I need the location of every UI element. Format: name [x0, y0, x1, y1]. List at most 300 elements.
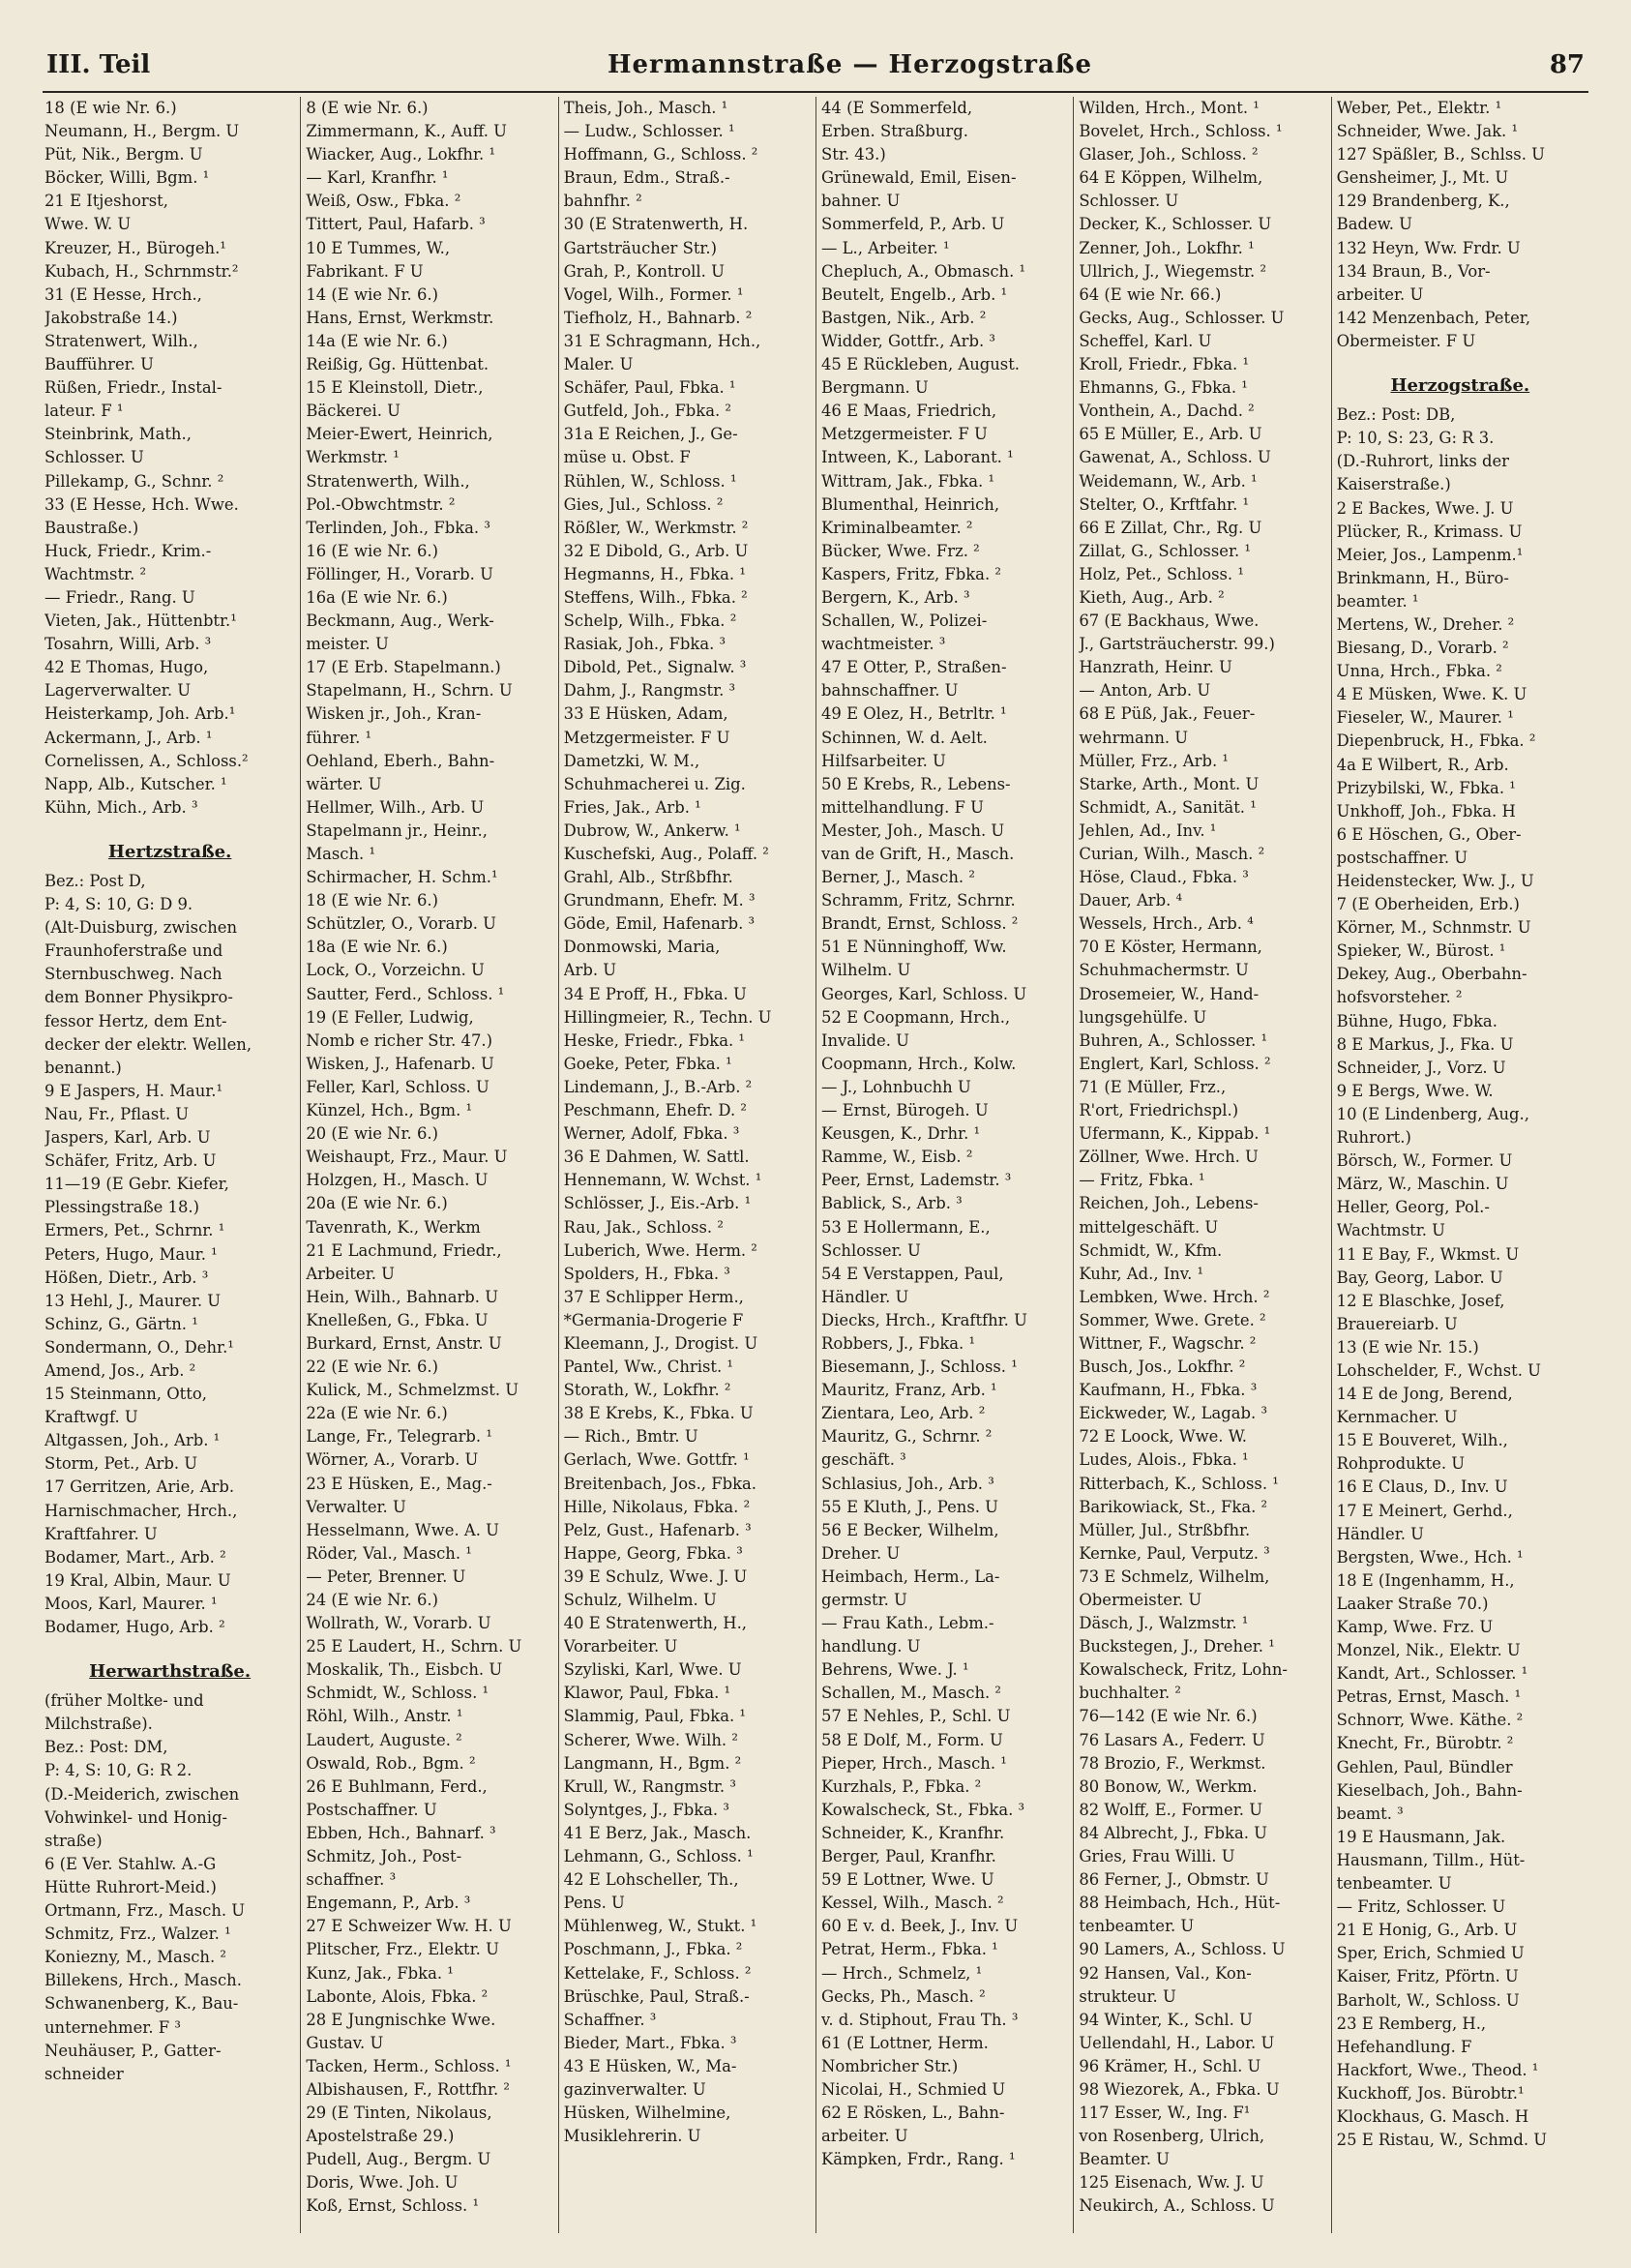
resident-entry: 42 E Lohscheller, Th.,: [563, 1870, 739, 1890]
resident-entry: Heske, Friedr., Fbka. ¹: [563, 1030, 745, 1050]
resident-entry: 60 E v. d. Beek, J., Inv. U: [821, 1917, 1019, 1936]
resident-entry: Pudell, Aug., Bergm. U: [306, 2150, 491, 2169]
resident-entry: Ramme, W., Eisb. ²: [821, 1148, 973, 1167]
resident-entry: Berger, Paul, Kranfhr.: [821, 1847, 996, 1866]
resident-entry: Wachtmstr. ²: [44, 564, 147, 583]
resident-entry: Behrens, Wwe. J. ¹: [821, 1660, 969, 1680]
resident-entry: Bergsten, Wwe., Hch. ¹: [1336, 1547, 1524, 1567]
resident-entry: Starke, Arth., Mont. U: [1079, 774, 1260, 793]
resident-entry: Pillekamp, G., Schnr. ²: [44, 471, 224, 491]
resident-entry: 30 (E Stratenwerth, H.: [563, 215, 749, 234]
resident-entry: Werkmstr. ¹: [306, 448, 400, 467]
street-heading: Herzogstraße.: [1390, 375, 1530, 397]
resident-entry: Intween, K., Laborant. ¹: [821, 448, 1014, 467]
resident-entry: Püt, Nik., Bergm. U: [44, 145, 203, 164]
resident-entry: 50 E Krebs, R., Lebens-: [821, 774, 1011, 793]
resident-entry: Kämpken, Frdr., Rang. ¹: [821, 2150, 1016, 2169]
resident-entry: 20a (E wie Nr. 6.): [306, 1194, 448, 1213]
street-info: P: 4, S: 10, G: D 9.: [44, 895, 193, 914]
resident-entry: Labonte, Alois, Fbka. ²: [306, 1986, 489, 2006]
resident-entry: Bay, Georg, Labor. U: [1336, 1268, 1503, 1287]
resident-entry: Rößler, W., Werkmstr. ²: [563, 518, 749, 537]
resident-entry: Cornelissen, A., Schloss.²: [44, 751, 249, 770]
resident-entry: Terlinden, Joh., Fbka. ³: [306, 518, 490, 537]
resident-entry: Wessels, Hrch., Arb. ⁴: [1079, 914, 1254, 934]
resident-entry: Gecks, Ph., Masch. ²: [821, 1986, 986, 2006]
street-info: Fraunhoferstraße und: [44, 941, 223, 961]
resident-entry: postschaffner. U: [1336, 848, 1468, 867]
resident-entry: Slammig, Paul, Fbka. ¹: [563, 1707, 746, 1726]
street-info: straße): [44, 1831, 103, 1850]
resident-entry: 38 E Krebs, K., Fbka. U: [563, 1404, 754, 1423]
resident-entry: Weber, Pet., Elektr. ¹: [1336, 99, 1502, 117]
resident-entry: Wiacker, Aug., Lokfhr. ¹: [306, 145, 496, 164]
resident-entry: 22 (E wie Nr. 6.): [306, 1358, 438, 1377]
resident-entry: J., Gartsträucherstr. 99.): [1079, 635, 1275, 654]
resident-entry: Bablick, S., Arb. ³: [821, 1194, 963, 1213]
resident-entry: Masch. ¹: [306, 845, 376, 863]
resident-entry: Georges, Karl, Schloss. U: [821, 984, 1027, 1003]
resident-entry: Grahl, Alb., Strßbfhr.: [563, 868, 733, 887]
resident-entry: Kernke, Paul, Verputz. ³: [1079, 1543, 1270, 1563]
resident-entry: Wisken, J., Hafenarb. U: [306, 1054, 494, 1073]
resident-entry: Bücker, Wwe. Frz. ²: [821, 541, 980, 560]
resident-entry: 23 E Hüsken, E., Mag.-: [306, 1474, 492, 1493]
resident-entry: Scheffel, Karl. U: [1079, 331, 1212, 350]
resident-entry: 43 E Hüsken, W., Ma-: [563, 2056, 737, 2075]
columns: [43, 97, 1588, 2233]
resident-entry: beamter. ¹: [1336, 591, 1419, 611]
resident-entry: Rohprodukte. U: [1336, 1454, 1466, 1474]
resident-entry: 6 (E Ver. Stahlw. A.-G: [44, 1854, 217, 1873]
resident-entry: Verwalter. U: [306, 1497, 406, 1516]
resident-entry: Laaker Straße 70.): [1336, 1594, 1489, 1613]
resident-entry: Heller, Georg, Pol.-: [1336, 1198, 1490, 1217]
resident-entry: Weiß, Osw., Fbka. ²: [306, 192, 461, 211]
resident-entry: Kaufmann, H., Fbka. ³: [1079, 1381, 1258, 1400]
resident-entry: Plitscher, Frz., Elektr. U: [306, 1940, 499, 1959]
resident-entry: Sommer, Wwe. Grete. ²: [1079, 1310, 1266, 1329]
resident-entry: 21 E Lachmund, Friedr.,: [306, 1240, 502, 1260]
resident-entry: Buhren, A., Schlosser. ¹: [1079, 1030, 1268, 1050]
resident-entry: Kriminalbeamter. ²: [821, 518, 973, 537]
resident-entry: Pelz, Gust., Hafenarb. ³: [563, 1520, 752, 1539]
resident-entry: Engemann, P., Arb. ³: [306, 1894, 471, 1913]
resident-entry: Grünewald, Emil, Eisen-: [821, 168, 1017, 188]
resident-entry: Schuhmachermstr. U: [1079, 961, 1249, 980]
resident-entry: Dahm, J., Rangmstr. ³: [563, 681, 736, 701]
resident-entry: Brandt, Ernst, Schloss. ²: [821, 914, 1019, 934]
resident-entry: Musiklehrerin. U: [563, 2127, 701, 2146]
resident-entry: 90 Lamers, A., Schloss. U: [1079, 1940, 1286, 1959]
resident-entry: Rasiak, Joh., Fbka. ³: [563, 635, 727, 654]
resident-entry: Postschaffner. U: [306, 1800, 437, 1819]
street-info: Vohwinkel- und Honig-: [44, 1807, 228, 1827]
resident-entry: Moskalik, Th., Eisbch. U: [306, 1660, 503, 1680]
resident-entry: Pantel, Ww., Christ. ¹: [563, 1358, 733, 1377]
resident-entry: Schlosser. U: [44, 448, 144, 467]
resident-entry: buchhalter. ²: [1079, 1684, 1181, 1703]
resident-entry: Bodamer, Hugo, Arb. ²: [44, 1618, 225, 1636]
resident-entry: 13 (E wie Nr. 15.): [1336, 1337, 1479, 1357]
resident-entry: 31a E Reichen, J., Ge-: [563, 425, 738, 444]
resident-entry: 11—19 (E Gebr. Kiefer,: [44, 1175, 229, 1194]
resident-entry: 27 E Schweizer Ww. H. U: [306, 1917, 512, 1936]
resident-entry: Metzgermeister. F U: [821, 425, 988, 444]
resident-entry: Stapelmann jr., Heinr.,: [306, 821, 488, 840]
street-info: (D.-Meiderich, zwischen: [44, 1784, 240, 1804]
resident-entry: Mauritz, Franz, Arb. ¹: [821, 1381, 997, 1400]
resident-entry: Biesemann, J., Schloss. ¹: [821, 1358, 1018, 1377]
resident-entry: Weishaupt, Frz., Maur. U: [306, 1148, 508, 1167]
resident-entry: — Friedr., Rang. U: [44, 587, 195, 607]
resident-entry: Wittner, F., Wagschr. ²: [1079, 1333, 1257, 1353]
resident-entry: Zientara, Leo, Arb. ²: [821, 1404, 986, 1423]
resident-entry: Kreuzer, H., Bürogeh.¹: [44, 238, 226, 257]
resident-entry: Hüsken, Wilhelmine,: [563, 2104, 731, 2123]
resident-entry: 31 (E Hesse, Hrch.,: [44, 284, 202, 304]
resident-entry: Schirmacher, H. Schm.¹: [306, 868, 498, 887]
resident-entry: Ebben, Hch., Bahnarf. ³: [306, 1823, 496, 1842]
resident-entry: Meier, Jos., Lampenm.¹: [1336, 545, 1524, 564]
resident-entry: Wilden, Hrch., Mont. ¹: [1079, 99, 1260, 117]
resident-entry: Nombricher Str.): [821, 2056, 959, 2075]
resident-entry: 22a (E wie Nr. 6.): [306, 1404, 448, 1423]
resident-entry: Oehland, Eberh., Bahn-: [306, 751, 495, 770]
resident-entry: Heimbach, Herm., La-: [821, 1567, 1000, 1586]
resident-entry: 56 E Becker, Wilhelm,: [821, 1520, 999, 1539]
resident-entry: Mühlenweg, W., Stukt. ¹: [563, 1917, 757, 1936]
resident-entry: 142 Menzenbach, Peter,: [1336, 308, 1531, 327]
street-info: fessor Hertz, dem Ent-: [44, 1011, 227, 1030]
resident-entry: Hillingmeier, R., Techn. U: [563, 1007, 772, 1027]
resident-entry: Steinbrink, Math.,: [44, 425, 192, 444]
resident-entry: 57 E Nehles, P., Schl. U: [821, 1707, 1011, 1726]
resident-entry: Körner, M., Schnmstr. U: [1336, 918, 1531, 938]
resident-entry: Mester, Joh., Masch. U: [821, 821, 1005, 840]
resident-entry: Rühlen, W., Schloss. ¹: [563, 471, 737, 491]
resident-entry: Kessel, Wilh., Masch. ²: [821, 1894, 1004, 1913]
resident-entry: Schmitz, Joh., Post-: [306, 1847, 462, 1866]
resident-entry: Gutfeld, Joh., Fbka. ²: [563, 402, 731, 421]
resident-entry: — Karl, Kranfhr. ¹: [306, 168, 449, 188]
resident-entry: 88 Heimbach, Hch., Hüt-: [1079, 1894, 1281, 1913]
resident-entry: Koß, Ernst, Schloss. ¹: [306, 2196, 480, 2216]
column-4: [816, 97, 1073, 2233]
resident-entry: 10 (E Lindenberg, Aug.,: [1336, 1104, 1529, 1123]
resident-entry: Bodamer, Mart., Arb. ²: [44, 1547, 226, 1567]
resident-entry: Hein, Wilh., Bahnarb. U: [306, 1287, 499, 1306]
resident-entry: Hellmer, Wilh., Arb. U: [306, 797, 485, 817]
street-info: (D.-Ruhrort, links der: [1336, 452, 1509, 471]
resident-entry: 42 E Thomas, Hugo,: [44, 658, 209, 677]
resident-entry: Str. 43.): [821, 145, 886, 164]
resident-entry: Donmowski, Maria,: [563, 938, 721, 957]
resident-entry: 18 E (Ingenhamm, H.,: [1336, 1570, 1515, 1590]
resident-entry: 80 Bonow, W., Werkm.: [1079, 1776, 1258, 1796]
resident-entry: — Peter, Brenner. U: [306, 1567, 466, 1586]
resident-entry: R'ort, Friedrichspl.): [1079, 1101, 1239, 1120]
resident-entry: Zöllner, Wwe. Hrch. U: [1079, 1148, 1259, 1167]
resident-entry: Obermeister. F U: [1336, 331, 1476, 350]
resident-entry: Curian, Wilh., Masch. ²: [1079, 845, 1265, 863]
resident-entry: Schuhmacherei u. Zig.: [563, 774, 746, 793]
resident-entry: Erben. Straßburg.: [821, 122, 968, 141]
resident-entry: Bieder, Mart., Fbka. ³: [563, 2033, 737, 2052]
resident-entry: 10 E Tummes, W.,: [306, 238, 451, 257]
resident-entry: Doris, Wwe. Joh. U: [306, 2173, 459, 2193]
resident-entry: Burkard, Ernst, Anstr. U: [306, 1333, 502, 1353]
resident-entry: Fries, Jak., Arb. ¹: [563, 797, 701, 817]
resident-entry: Beamter. U: [1079, 2150, 1170, 2169]
resident-entry: 134 Braun, B., Vor-: [1336, 261, 1491, 281]
resident-entry: Dauer, Arb. ⁴: [1079, 891, 1183, 910]
resident-entry: 92 Hansen, Val., Kon-: [1079, 1963, 1252, 1983]
resident-entry: Höse, Claud., Fbka. ³: [1079, 868, 1249, 887]
resident-entry: wärter. U: [306, 774, 382, 793]
resident-entry: 14a (E wie Nr. 6.): [306, 331, 448, 350]
resident-entry: Kuschefski, Aug., Polaff. ²: [563, 845, 769, 863]
resident-entry: Grah, P., Kontroll. U: [563, 261, 725, 281]
resident-entry: Brauereiarb. U: [1336, 1314, 1458, 1333]
resident-entry: 33 (E Hesse, Hch. Wwe.: [44, 494, 239, 514]
resident-entry: Kubach, H., Schrnmstr.²: [44, 261, 239, 281]
resident-entry: 76—142 (E wie Nr. 6.): [1079, 1707, 1258, 1726]
resident-entry: Reichen, Joh., Lebens-: [1079, 1194, 1259, 1213]
page-number: 87: [1549, 50, 1585, 79]
resident-entry: Englert, Karl, Schloss. ²: [1079, 1054, 1271, 1073]
resident-entry: Tavenrath, K., Werkm: [306, 1217, 481, 1237]
resident-entry: Kaiser, Fritz, Pförtn. U: [1336, 1967, 1519, 1986]
resident-entry: Storath, W., Lokfhr. ²: [563, 1381, 731, 1400]
resident-entry: 16 (E wie Nr. 6.): [306, 541, 438, 560]
resident-entry: Hößen, Dietr., Arb. ³: [44, 1268, 209, 1287]
resident-entry: Monzel, Nik., Elektr. U: [1336, 1641, 1521, 1660]
resident-entry: Gartsträucher Str.): [563, 238, 718, 257]
resident-entry: Petrat, Herm., Fbka. ¹: [821, 1940, 998, 1959]
resident-entry: Steffens, Wilh., Fbka. ²: [563, 587, 748, 607]
resident-entry: Goeke, Peter, Fbka. ¹: [563, 1054, 732, 1073]
resident-entry: Bäckerei. U: [306, 402, 400, 421]
resident-entry: 21 E Honig, G., Arb. U: [1336, 1921, 1518, 1940]
column-6: [1331, 97, 1588, 2233]
resident-entry: Albishausen, F., Rottfhr. ²: [306, 2079, 511, 2099]
resident-entry: 4 E Müsken, Wwe. K. U: [1336, 685, 1527, 704]
resident-entry: 16 E Claus, D., Inv. U: [1336, 1477, 1508, 1497]
resident-entry: 8 E Markus, J., Fka. U: [1336, 1034, 1514, 1054]
street-heading: Hertzstraße.: [107, 841, 232, 862]
resident-entry: 15 Steinmann, Otto,: [44, 1385, 207, 1404]
resident-entry: 94 Winter, K., Schl. U: [1079, 2010, 1253, 2029]
resident-entry: Poschmann, J., Fbka. ²: [563, 1940, 743, 1959]
resident-entry: Zimmermann, K., Auff. U: [306, 122, 507, 141]
resident-entry: Kroll, Friedr., Fbka. ¹: [1079, 355, 1250, 374]
resident-entry: Kaspers, Fritz, Fbka. ²: [821, 564, 1001, 583]
resident-entry: Obermeister. U: [1079, 1591, 1202, 1609]
resident-entry: 25 E Ristau, W., Schmd. U: [1336, 2131, 1548, 2150]
resident-entry: wehrmann. U: [1079, 728, 1189, 747]
resident-entry: Knecht, Fr., Bürobtr. ²: [1336, 1734, 1514, 1753]
resident-entry: unternehmer. F ³: [44, 2017, 181, 2037]
resident-entry: 71 (E Müller, Frz.,: [1079, 1077, 1227, 1096]
resident-entry: Sper, Erich, Schmied U: [1336, 1944, 1525, 1963]
column-2: [300, 97, 557, 2233]
resident-entry: bahner. U: [821, 192, 901, 211]
resident-entry: Händler. U: [821, 1287, 909, 1306]
section-label: III. Teil: [46, 50, 151, 79]
resident-entry: Luberich, Wwe. Herm. ²: [563, 1240, 757, 1260]
resident-entry: Hausmann, Tillm., Hüt-: [1336, 1850, 1526, 1869]
resident-entry: Röder, Val., Masch. ¹: [306, 1543, 472, 1563]
resident-entry: 16a (E wie Nr. 6.): [306, 587, 448, 607]
resident-entry: Tiefholz, H., Bahnarb. ²: [563, 308, 753, 327]
resident-entry: 66 E Zillat, Chr., Rg. U: [1079, 518, 1262, 537]
resident-entry: Schneider, J., Vorz. U: [1336, 1058, 1506, 1077]
resident-entry: Hackfort, Wwe., Theod. ¹: [1336, 2060, 1539, 2079]
resident-entry: Röhl, Wilh., Anstr. ¹: [306, 1707, 463, 1726]
resident-entry: Szyliski, Karl, Wwe. U: [563, 1660, 742, 1680]
resident-entry: Zillat, G., Schlosser. ¹: [1079, 541, 1251, 560]
resident-entry: Reißig, Gg. Hüttenbat.: [306, 355, 489, 374]
resident-entry: Schlösser, J., Eis.-Arb. ¹: [563, 1194, 752, 1213]
resident-entry: Stratenwert, Wilh.,: [44, 331, 198, 350]
resident-entry: 72 E Loock, Wwe. W.: [1079, 1427, 1247, 1447]
resident-entry: 6 E Höschen, G., Ober-: [1336, 824, 1522, 844]
resident-entry: Gies, Jul., Schloss. ²: [563, 494, 724, 514]
street-heading: Herwarthstraße.: [89, 1661, 252, 1683]
resident-entry: 64 E Köppen, Wilhelm,: [1079, 168, 1263, 188]
resident-entry: Fieseler, W., Maurer. ¹: [1336, 708, 1514, 728]
resident-entry: 14 (E wie Nr. 6.): [306, 284, 438, 304]
resident-entry: Kernmacher. U: [1336, 1408, 1458, 1427]
resident-entry: Tacken, Herm., Schloss. ¹: [306, 2056, 512, 2075]
resident-entry: Pens. U: [563, 1894, 625, 1913]
resident-entry: Diecks, Hrch., Kraftfhr. U: [821, 1310, 1027, 1329]
resident-entry: Neukirch, A., Schloss. U: [1079, 2196, 1275, 2216]
resident-entry: Napp, Alb., Kutscher. ¹: [44, 774, 227, 793]
resident-entry: arbeiter. U: [821, 2127, 908, 2146]
resident-entry: Arb. U: [563, 961, 617, 980]
resident-entry: Fabrikant. F U: [306, 261, 424, 281]
resident-entry: Kieselbach, Joh., Bahn-: [1336, 1780, 1523, 1800]
resident-entry: Lagerverwalter. U: [44, 681, 192, 701]
resident-entry: Kulick, M., Schmelzmst. U: [306, 1381, 519, 1400]
resident-entry: Sautter, Ferd., Schloss. ¹: [306, 984, 505, 1003]
resident-entry: Schinz, G., Gärtn. ¹: [44, 1314, 198, 1333]
resident-entry: führer. ¹: [306, 728, 372, 747]
resident-entry: Nomb e richer Str. 47.): [306, 1030, 492, 1050]
resident-entry: Lock, O., Vorzeichn. U: [306, 961, 485, 980]
street-info: Kaiserstraße.): [1336, 475, 1451, 494]
resident-entry: 15 E Kleinstoll, Dietr.,: [306, 378, 484, 398]
resident-entry: 19 Kral, Albin, Maur. U: [44, 1570, 231, 1590]
resident-entry: Metzgermeister. F U: [563, 728, 730, 747]
resident-entry: tenbeamter. U: [1079, 1917, 1195, 1936]
resident-entry: 37 E Schlipper Herm.,: [563, 1287, 744, 1306]
resident-entry: 33 E Hüsken, Adam,: [563, 704, 728, 724]
resident-entry: 132 Heyn, Ww. Frdr. U: [1336, 238, 1521, 257]
resident-entry: germstr. U: [821, 1591, 907, 1609]
resident-entry: 17 (E Erb. Stapelmann.): [306, 658, 501, 677]
street-info: Bez.: Post: DB,: [1336, 405, 1456, 425]
resident-entry: Vogel, Wilh., Former. ¹: [563, 284, 744, 304]
resident-entry: Sondermann, O., Dehr.¹: [44, 1337, 234, 1357]
resident-entry: Schelp, Wilh., Fbka. ²: [563, 612, 737, 631]
resident-entry: 9 E Bergs, Wwe. W.: [1336, 1081, 1494, 1100]
resident-entry: Chepluch, A., Obmasch. ¹: [821, 261, 1026, 281]
resident-entry: Langmann, H., Bgm. ²: [563, 1753, 742, 1773]
resident-entry: Decker, K., Schlosser. U: [1079, 215, 1272, 234]
resident-entry: Händler. U: [1336, 1524, 1424, 1543]
resident-entry: Petras, Ernst, Masch. ¹: [1336, 1687, 1522, 1707]
resident-entry: Ackermann, J., Arb. ¹: [44, 728, 213, 747]
resident-entry: 127 Späßler, B., Schlss. U: [1336, 145, 1545, 164]
resident-entry: Bergmann. U: [821, 378, 929, 398]
resident-entry: Laudert, Auguste. ²: [306, 1730, 462, 1749]
resident-entry: Schlosser. U: [1079, 192, 1179, 211]
resident-entry: Kamp, Wwe. Frz. U: [1336, 1618, 1494, 1636]
resident-entry: Drosemeier, W., Hand-: [1079, 984, 1260, 1003]
resident-entry: — Rich., Bmtr. U: [563, 1427, 698, 1447]
resident-entry: Moos, Karl, Maurer. ¹: [44, 1594, 218, 1613]
resident-entry: 62 E Rösken, L., Bahn-: [821, 2104, 1005, 2123]
resident-entry: Buckstegen, J., Dreher. ¹: [1079, 1637, 1275, 1656]
resident-entry: Hegmanns, H., Fbka. ¹: [563, 564, 746, 583]
resident-entry: Prizybilski, W., Fbka. ¹: [1336, 778, 1516, 797]
resident-entry: 39 E Schulz, Wwe. J. U: [563, 1567, 748, 1586]
resident-entry: Neuhäuser, P., Gatter-: [44, 2041, 222, 2060]
resident-entry: 86 Ferner, J., Obmstr. U: [1079, 1870, 1269, 1890]
header-rule: [43, 91, 1588, 93]
resident-entry: Hille, Nikolaus, Fbka. ²: [563, 1497, 751, 1516]
resident-entry: 98 Wiezorek, A., Fbka. U: [1079, 2079, 1280, 2099]
resident-entry: Kowalscheck, Fritz, Lohn-: [1079, 1660, 1288, 1680]
resident-entry: Göde, Emil, Hafenarb. ³: [563, 914, 756, 934]
resident-entry: Gries, Frau Willi. U: [1079, 1847, 1235, 1866]
resident-entry: *Germania-Drogerie F: [563, 1310, 744, 1329]
resident-entry: Jehlen, Ad., Inv. ¹: [1079, 821, 1217, 840]
resident-entry: Kunz, Jak., Fbka. ¹: [306, 1963, 454, 1983]
resident-entry: 44 (E Sommerfeld,: [821, 99, 973, 117]
resident-entry: Baufführer. U: [44, 355, 154, 374]
resident-entry: Kuckhoff, Jos. Bürobtr.¹: [1336, 2083, 1525, 2103]
resident-entry: Schmitz, Frz., Walzer. ¹: [44, 1925, 231, 1944]
resident-entry: Bovelet, Hrch., Schloss. ¹: [1079, 122, 1283, 141]
resident-entry: gazinverwalter. U: [563, 2079, 706, 2099]
resident-entry: Ritterbach, K., Schloss. ¹: [1079, 1474, 1279, 1493]
resident-entry: tenbeamter. U: [1336, 1874, 1452, 1894]
resident-entry: 49 E Olez, H., Betrltr. ¹: [821, 704, 1007, 724]
resident-entry: 20 (E wie Nr. 6.): [306, 1124, 438, 1144]
resident-entry: 52 E Coopmann, Hrch.,: [821, 1007, 1011, 1027]
resident-entry: 7 (E Oberheiden, Erb.): [1336, 895, 1520, 914]
resident-entry: — Fritz, Schlosser. U: [1336, 1897, 1506, 1917]
resident-entry: Künzel, Hch., Bgm. ¹: [306, 1101, 473, 1120]
resident-entry: 54 E Verstappen, Paul,: [821, 1264, 1004, 1283]
resident-entry: Dibold, Pet., Signalw. ³: [563, 658, 747, 677]
resident-entry: Dametzki, W. M.,: [563, 751, 700, 770]
street-info: benannt.): [44, 1058, 122, 1077]
resident-entry: Peschmann, Ehefr. D. ²: [563, 1101, 747, 1120]
street-info: Bez.: Post D,: [44, 872, 146, 890]
resident-entry: Kettelake, F., Schloss. ²: [563, 1963, 752, 1983]
resident-entry: meister. U: [306, 635, 389, 654]
resident-entry: Blumenthal, Heinrich,: [821, 494, 1000, 514]
resident-entry: 19 E Hausmann, Jak.: [1336, 1827, 1506, 1846]
column-1: [43, 97, 300, 2233]
resident-entry: Plücker, R., Krimass. U: [1336, 522, 1523, 541]
resident-entry: Altgassen, Joh., Arb. ¹: [44, 1431, 221, 1450]
